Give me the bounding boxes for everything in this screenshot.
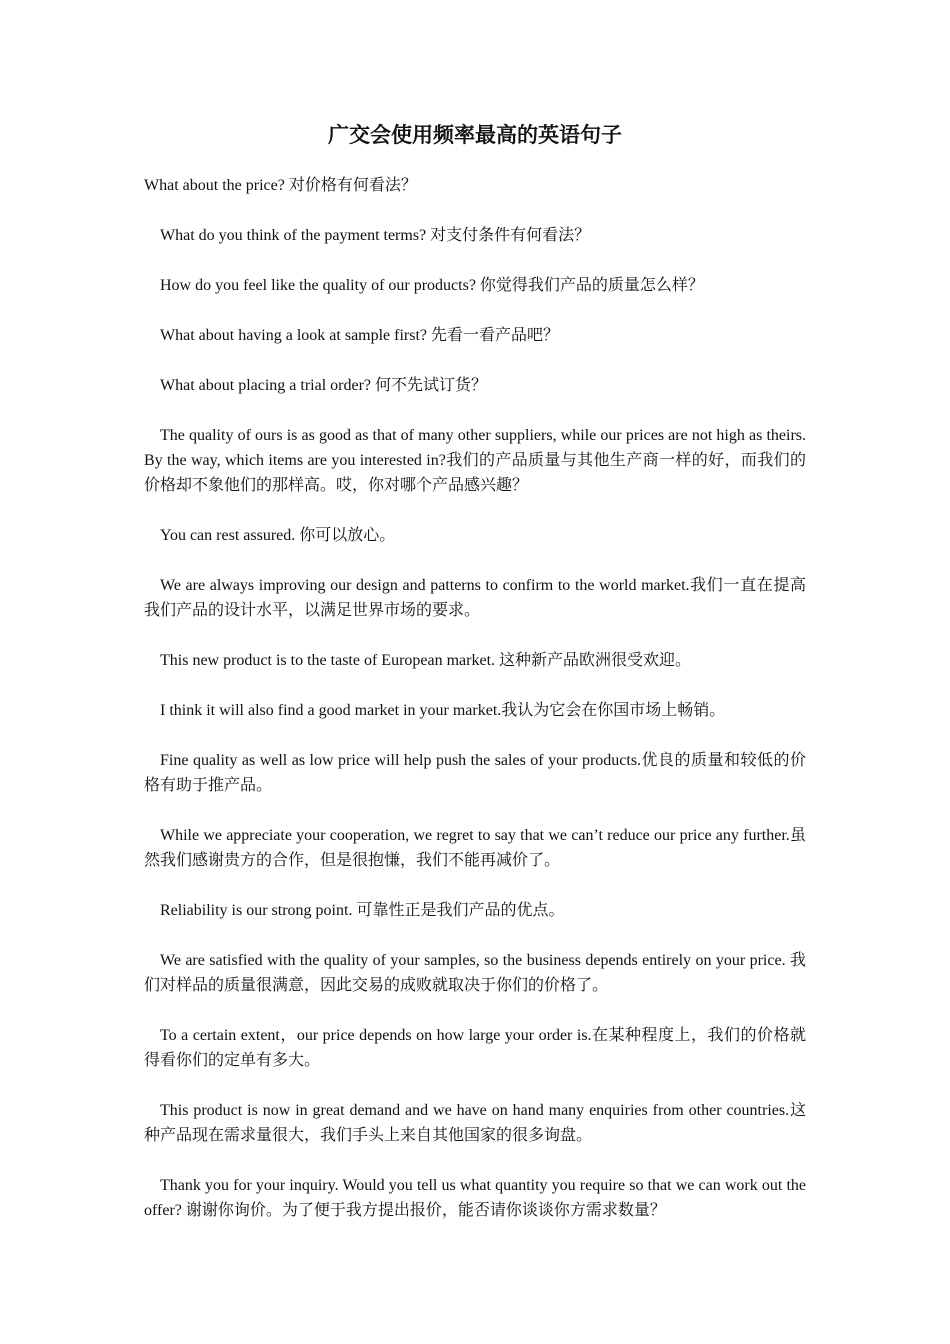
paragraph: What about having a look at sample first? 先看一看产品吧？ <box>160 327 560 344</box>
document-body <box>144 173 806 1248</box>
paragraph: This product is now in great demand and we have on hand many enquiries from other countries.这种产品现在需求量很大，我们手头上来自其他国家的很多询盘。 <box>144 1102 806 1144</box>
paragraph: This new product is to the taste of European market. 这种新产品欧洲很受欢迎。 <box>160 652 692 669</box>
paragraph: To a certain extent，our price depends on how large your order is.在某种程度上，我们的价格就得看你们的定单有多大。 <box>144 1027 806 1069</box>
paragraph: I think it will also find a good market in your market.我认为它会在你国市场上畅销。 <box>160 702 726 719</box>
paragraph: How do you feel like the quality of our products? 你觉得我们产品的质量怎么样？ <box>160 277 704 294</box>
paragraph: What about placing a trial order? 何不先试订货？ <box>160 377 488 394</box>
paragraph: We are satisfied with the quality of your samples, so the business depends entirely on your price. 我们对样品的质量很满意，因此交易的成败就取决于你们的价格了。 <box>144 952 806 994</box>
paragraph: What do you think of the payment terms? 对支付条件有何看法？ <box>160 227 591 244</box>
paragraph: Thank you for your inquiry. Would you tell us what quantity you require so that we can work out the offer? 谢谢你询价。为了便于我方提出报价，能否请你谈谈你方需求数量？ <box>144 1177 806 1219</box>
paragraph: What about the price? 对价格有何看法？ <box>144 177 417 194</box>
paragraph: We are always improving our design and patterns to confirm to the world market.我们一直在提高我们产品的设计水平，以满足世界市场的要求。 <box>144 577 806 619</box>
document-title: 广交会使用频率最高的英语句子 <box>328 123 622 147</box>
paragraph: Reliability is our strong point. 可靠性正是我们产品的优点。 <box>160 902 565 919</box>
paragraph: The quality of ours is as good as that of many other suppliers, while our prices are not high as theirs. By the way, which items are you interested in?我们的产品质量与其他生产商一样的好，而我们的价格却不象他们的那样高。哎，你对哪个产品感兴趣？ <box>144 427 806 494</box>
paragraph: While we appreciate your cooperation, we regret to say that we can’t reduce our price any further.虽然我们感谢贵方的合作，但是很抱慊，我们不能再减价了。 <box>144 827 806 869</box>
paragraph: You can rest assured. 你可以放心。 <box>160 527 396 544</box>
paragraph: Fine quality as well as low price will help push the sales of your products.优良的质量和较低的价格有助于推产品。 <box>144 752 806 794</box>
